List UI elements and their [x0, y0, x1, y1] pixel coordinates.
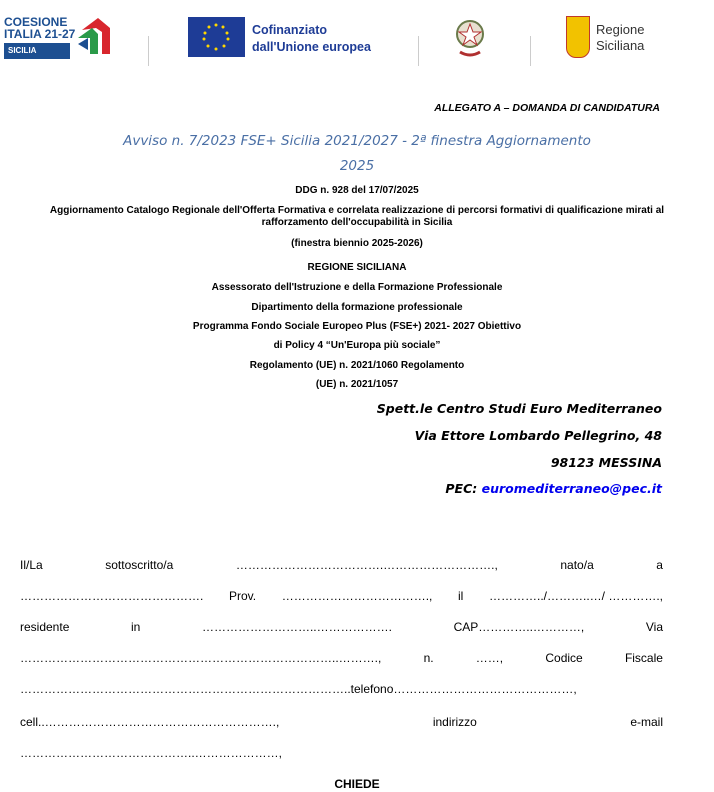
regione-text: Siciliana [596, 38, 645, 53]
recipient-name [377, 401, 662, 416]
form-token: PEC: [445, 481, 482, 496]
form-token: Fiscale [624, 651, 663, 665]
finestra-line: (finestra biennio 2025-2026) [291, 238, 423, 249]
coesione-italia-logo [4, 16, 75, 59]
eu-text: dall'Unione europea [252, 40, 371, 54]
form-line [20, 620, 663, 634]
form-token: residente [20, 620, 70, 634]
recipient-pec [445, 481, 662, 496]
ddg-line: DDG n. 928 del 17/07/2025 [295, 185, 419, 196]
logo-text: SICILIA [4, 43, 70, 59]
regolamento-line: (UE) n. 2021/1057 [315, 379, 399, 390]
form-token: ……, [475, 651, 504, 665]
form-line [20, 651, 663, 665]
form-token: e-mail [630, 715, 663, 729]
form-token: il [458, 589, 464, 603]
form-line [20, 715, 663, 729]
form-token: Prov. [228, 589, 257, 603]
form-token: ………………………..………………. [201, 620, 392, 634]
form-line [20, 558, 663, 572]
logo-text: COESIONE [4, 15, 68, 29]
form-token: Il/La [20, 558, 43, 572]
form-token: …………../………..…/ …………., [488, 589, 663, 603]
avviso-year: 2025 [339, 158, 375, 174]
regione-text: Regione [596, 22, 645, 37]
form-token: ……………………………………..…………………, [20, 746, 283, 760]
assessorato-line: Assessorato dell'Istruzione e della Formazione Professionale [211, 282, 503, 293]
recipient-address: Via Ettore Lombardo Pellegrino, 48 [414, 428, 662, 443]
policy-line: di Policy 4 “Un'Europa più sociale” [273, 340, 441, 351]
description-line: Aggiornamento Catalogo Regionale dell'Offerta Formativa e correlata realizzazione di percorsi formativi di qualificazione mirati al [49, 205, 665, 216]
form-token: cell..…………………………………………………., [20, 715, 280, 729]
description-line: rafforzamento dell'occupabilità in Sicilia [261, 217, 453, 228]
dipartimento-line: Dipartimento della formazione professionale [251, 302, 463, 313]
form-token: Spett.le [376, 401, 438, 416]
form-token: a [656, 558, 663, 572]
form-line [20, 746, 663, 760]
form-token: ………………………………., [281, 589, 433, 603]
form-token: nato/a [560, 558, 594, 572]
form-token: Centro Studi Euro Mediterraneo [437, 401, 662, 416]
coesione-arrow-icon [74, 16, 114, 56]
eu-flag-icon [188, 17, 245, 57]
form-token: indirizzo [432, 715, 477, 729]
form-token: Codice [545, 651, 583, 665]
pec-email-link[interactable]: euromediterraneo@pec.it [481, 481, 662, 496]
form-token: CAP…………..…………, [453, 620, 585, 634]
logo-bar [0, 14, 714, 64]
form-token: ……………………………………………………………………..………., [20, 651, 382, 665]
italian-emblem-icon [455, 16, 485, 58]
recipient-city: 98123 MESSINA [550, 455, 662, 470]
logo-text: ITALIA 21-27 [4, 27, 76, 41]
form-token: in [130, 620, 141, 634]
chiede-heading: CHIEDE [334, 777, 380, 791]
regione-siciliana-crest-icon [566, 16, 590, 58]
form-line [20, 589, 663, 603]
avviso-line: Avviso n. 7/2023 FSE+ Sicilia 2021/2027 - 2ª finestra Aggiornamento [123, 133, 591, 149]
regione-heading: REGIONE SICILIANA [307, 262, 407, 273]
form-token: Via [645, 620, 663, 634]
form-token: sottoscritto/a [105, 558, 174, 572]
form-token: ………………………………………………………………………..telefono………………………………………, [20, 682, 577, 696]
form-line [20, 682, 663, 696]
eu-text: Cofinanziato [252, 23, 327, 37]
form-token: ………………………………………. [20, 589, 204, 603]
programma-line: Programma Fondo Sociale Europeo Plus (FSE+) 2021- 2027 Obiettivo [192, 321, 522, 332]
form-token: n. [423, 651, 434, 665]
form-token: ……………………………….………………………., [235, 558, 498, 572]
regolamento-line: Regolamento (UE) n. 2021/1060 Regolamento [249, 360, 465, 371]
allegato-title: ALLEGATO A – DOMANDA DI CANDIDATURA [434, 102, 660, 114]
